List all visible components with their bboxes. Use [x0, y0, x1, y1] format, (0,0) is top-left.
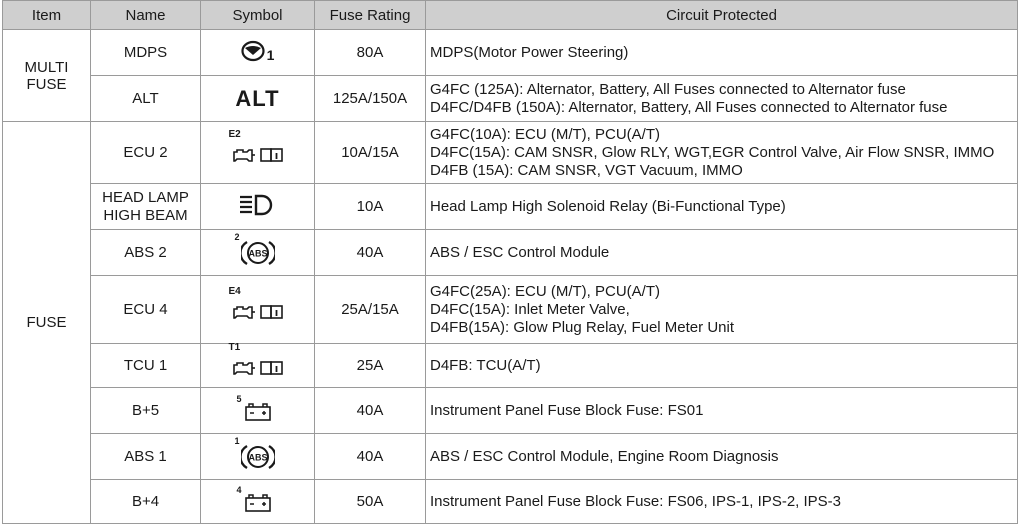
fuse-name: ABS 2 — [91, 230, 201, 276]
fuse-rating: 80A — [315, 30, 426, 76]
fuse-symbol — [201, 341, 315, 388]
table-row — [3, 76, 1018, 122]
group-label: MULTI — [24, 58, 69, 76]
header-item: Item — [3, 1, 91, 30]
abs-icon — [241, 442, 275, 472]
fuse-rating: 40A — [315, 230, 426, 276]
symbol-label: 4 — [236, 484, 242, 495]
table-row — [3, 184, 1018, 230]
fuse-symbol — [201, 76, 315, 122]
fuse-symbol — [201, 184, 315, 230]
fuse-symbol — [201, 122, 315, 184]
symbol-label: 5 — [236, 393, 242, 404]
fuse-rating: 125A/150A — [315, 76, 426, 122]
fuse-name: B+5 — [91, 388, 201, 434]
fuse-name: B+4 — [91, 480, 201, 524]
engine-book-icon — [231, 359, 285, 377]
fuse-table — [2, 0, 1018, 524]
fuse-rating: 10A/15A — [315, 122, 426, 184]
circuit-protected: ABS / ESC Control Module, Engine Room Diagnosis — [426, 434, 1018, 480]
fuse-rating: 50A — [315, 480, 426, 524]
fuse-name: MDPS — [91, 30, 201, 76]
fuse-symbol — [201, 434, 315, 480]
table-row — [3, 480, 1018, 524]
circuit-protected: Instrument Panel Fuse Block Fuse: FS06, IPS-1, IPS-2, IPS-3 — [426, 480, 1018, 524]
group-multi-fuse — [3, 30, 91, 122]
circuit-protected: ABS / ESC Control Module — [426, 230, 1018, 276]
engine-book-icon — [231, 303, 285, 321]
alt-text-icon: ALT — [235, 85, 280, 111]
table-row — [3, 30, 1018, 76]
circuit-protected: Head Lamp High Solenoid Relay (Bi-Functional Type) — [426, 184, 1018, 230]
fuse-rating: 40A — [315, 388, 426, 434]
symbol-label: 1 — [266, 46, 275, 63]
header-symbol: Symbol — [201, 1, 315, 30]
svg-text:ABS: ABS — [247, 452, 268, 462]
table-row — [3, 344, 1018, 388]
fuse-name: ECU 2 — [91, 122, 201, 184]
symbol-label: E2 — [228, 128, 241, 140]
abs-icon — [241, 238, 275, 268]
symbol-label: E4 — [228, 285, 241, 297]
high-beam-icon — [238, 193, 278, 217]
group-label: FUSE — [26, 314, 67, 331]
fuse-name: ALT — [91, 76, 201, 122]
symbol-label: 1 — [234, 435, 240, 446]
header-row — [3, 1, 1018, 30]
table-row — [3, 122, 1018, 184]
circuit-protected: G4FC(10A): ECU (M/T), PCU(A/T) D4FC(15A): CAM SNSR, Glow RLY, WGT,EGR Control Valve, Air Flow SNSR, IMMO D4FB (15A): CAM SNSR, VGT Vacuum, IMMO — [426, 122, 1018, 184]
fuse-rating: 25A — [315, 344, 426, 388]
table-row — [3, 230, 1018, 276]
fuse-name: TCU 1 — [91, 344, 201, 388]
fuse-symbol — [201, 480, 315, 524]
fuse-name: HEAD LAMP HIGH BEAM — [91, 184, 201, 230]
circuit-protected: G4FC (125A): Alternator, Battery, All Fuses connected to Alternator fuse D4FC/D4FB (150A): Alternator, Battery, All Fuses connected to Alternator fuse — [426, 76, 1018, 122]
fuse-name: ECU 4 — [91, 276, 201, 344]
battery-icon — [243, 493, 273, 513]
table-row — [3, 276, 1018, 344]
group-fuse — [3, 122, 91, 524]
circuit-protected: MDPS(Motor Power Steering) — [426, 30, 1018, 76]
fuse-rating: 40A — [315, 434, 426, 480]
header-name: Name — [91, 1, 201, 30]
circuit-protected: Instrument Panel Fuse Block Fuse: FS01 — [426, 388, 1018, 434]
steering-wheel-icon — [241, 40, 267, 62]
circuit-protected: D4FB: TCU(A/T) — [426, 344, 1018, 388]
table-row — [3, 388, 1018, 434]
fuse-symbol — [201, 276, 315, 344]
symbol-label: T1 — [228, 341, 241, 353]
group-label: FUSE — [26, 75, 67, 93]
fuse-name: ABS 1 — [91, 434, 201, 480]
fuse-symbol — [201, 230, 315, 276]
header-circuit-protected: Circuit Protected — [426, 1, 1018, 30]
engine-book-icon — [231, 146, 285, 164]
fuse-symbol — [201, 30, 315, 76]
fuse-rating: 25A/15A — [315, 276, 426, 344]
battery-icon — [243, 402, 273, 422]
header-fuse-rating: Fuse Rating — [315, 1, 426, 30]
symbol-label: 2 — [234, 231, 240, 242]
table-row — [3, 434, 1018, 480]
fuse-symbol — [201, 388, 315, 434]
svg-text:ABS: ABS — [247, 248, 268, 258]
circuit-protected: G4FC(25A): ECU (M/T), PCU(A/T) D4FC(15A): Inlet Meter Valve, D4FB(15A): Glow Plug Relay, Fuel Meter Unit — [426, 276, 1018, 344]
fuse-rating: 10A — [315, 184, 426, 230]
